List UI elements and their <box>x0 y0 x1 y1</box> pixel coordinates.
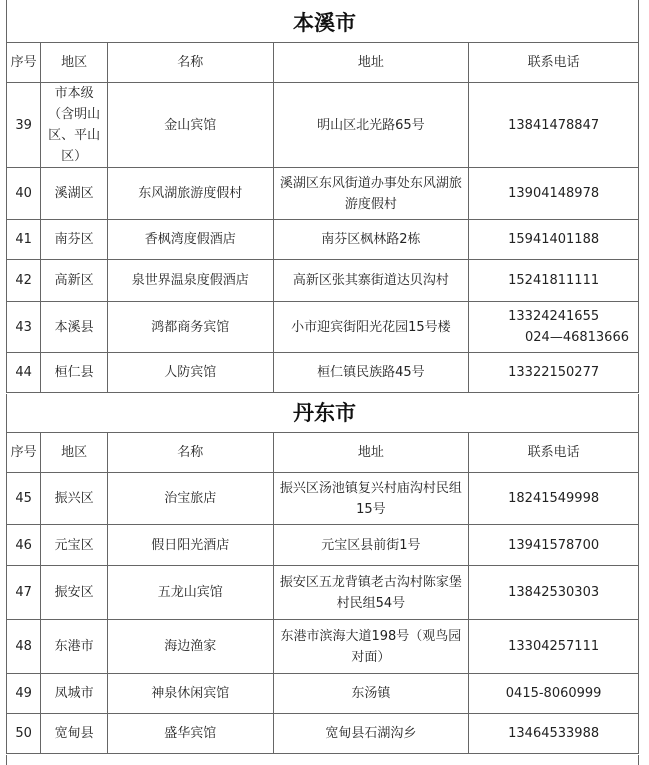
frame-line <box>638 755 639 765</box>
city-title-dandong: 丹东市 <box>293 401 356 425</box>
cell-name: 海边渔家 <box>107 620 273 674</box>
header-phone: 联系电话 <box>469 433 639 473</box>
table-row <box>7 674 639 714</box>
cell-address: 小市迎宾街阳光花园15号楼 <box>273 302 469 353</box>
phone-line-2: 024—46813666 <box>525 330 629 345</box>
table-row <box>7 83 639 168</box>
cell-address: 东港市滨海大道198号（观鸟园对面） <box>273 620 469 674</box>
table-header-row <box>7 433 639 473</box>
cell-phone: 0415-8060999 <box>469 674 639 714</box>
cell-phone: 18241549998 <box>469 473 639 525</box>
cell-address: 振兴区汤池镇复兴村庙沟村民组15号 <box>273 473 469 525</box>
cell-address: 振安区五龙背镇老古沟村陈家堡村民组54号 <box>273 566 469 620</box>
header-area: 地区 <box>41 433 108 473</box>
cell-area: 高新区 <box>41 260 108 302</box>
header-no: 序号 <box>7 43 41 83</box>
cell-phone <box>469 302 639 353</box>
cell-area: 元宝区 <box>41 525 108 566</box>
hotel-table-dandong <box>6 432 639 754</box>
cell-phone: 15941401188 <box>469 220 639 260</box>
table-row <box>7 473 639 525</box>
table-row <box>7 220 639 260</box>
cell-phone: 13941578700 <box>469 525 639 566</box>
cell-area: 溪湖区 <box>41 168 108 220</box>
cell-name: 治宝旅店 <box>107 473 273 525</box>
cell-name: 五龙山宾馆 <box>107 566 273 620</box>
cell-no: 44 <box>7 353 41 393</box>
cell-area: 振安区 <box>41 566 108 620</box>
cell-address: 元宝区县前街1号 <box>273 525 469 566</box>
cell-phone: 13464533988 <box>469 714 639 754</box>
header-no: 序号 <box>7 433 41 473</box>
cell-no: 39 <box>7 83 41 168</box>
cell-area: 东港市 <box>41 620 108 674</box>
cell-address: 溪湖区东风街道办事处东风湖旅游度假村 <box>273 168 469 220</box>
cell-phone: 13904148978 <box>469 168 639 220</box>
header-address: 地址 <box>273 43 469 83</box>
city-title-benxi: 本溪市 <box>293 11 356 35</box>
table-row <box>7 620 639 674</box>
header-name: 名称 <box>107 433 273 473</box>
table-row <box>7 168 639 220</box>
table-row <box>7 714 639 754</box>
header-name: 名称 <box>107 43 273 83</box>
cell-name: 东风湖旅游度假村 <box>107 168 273 220</box>
phone-line-1: 13324241655 <box>508 309 600 324</box>
cell-name: 泉世界温泉度假酒店 <box>107 260 273 302</box>
cell-address: 南芬区枫林路2栋 <box>273 220 469 260</box>
cell-no: 42 <box>7 260 41 302</box>
cell-name: 神泉休闲宾馆 <box>107 674 273 714</box>
table-row <box>7 566 639 620</box>
cell-phone: 13304257111 <box>469 620 639 674</box>
cell-area: 凤城市 <box>41 674 108 714</box>
cell-name: 鸿都商务宾馆 <box>107 302 273 353</box>
cell-address: 宽甸县石湖沟乡 <box>273 714 469 754</box>
cell-address: 东汤镇 <box>273 674 469 714</box>
cell-name: 香枫湾度假酒店 <box>107 220 273 260</box>
table-row <box>7 525 639 566</box>
cell-no: 50 <box>7 714 41 754</box>
cell-no: 47 <box>7 566 41 620</box>
cell-name: 盛华宾馆 <box>107 714 273 754</box>
cell-phone: 15241811111 <box>469 260 639 302</box>
cell-area: 本溪县 <box>41 302 108 353</box>
cell-area: 振兴区 <box>41 473 108 525</box>
table-row <box>7 302 639 353</box>
cell-area: 桓仁县 <box>41 353 108 393</box>
header-area: 地区 <box>41 43 108 83</box>
cell-no: 49 <box>7 674 41 714</box>
cell-no: 48 <box>7 620 41 674</box>
cell-name: 人防宾馆 <box>107 353 273 393</box>
cell-phone: 13842530303 <box>469 566 639 620</box>
cell-name: 假日阳光酒店 <box>107 525 273 566</box>
cell-area: 市本级（含明山区、平山区） <box>41 83 108 168</box>
cell-phone: 13322150277 <box>469 353 639 393</box>
table-row <box>7 353 639 393</box>
cell-address: 桓仁镇民族路45号 <box>273 353 469 393</box>
cell-area: 宽甸县 <box>41 714 108 754</box>
table-header-row <box>7 43 639 83</box>
header-phone: 联系电话 <box>469 43 639 83</box>
cell-name: 金山宾馆 <box>107 83 273 168</box>
cell-no: 41 <box>7 220 41 260</box>
cell-address: 高新区张其寨街道达贝沟村 <box>273 260 469 302</box>
hotel-table-benxi <box>6 42 639 393</box>
cell-area: 南芬区 <box>41 220 108 260</box>
header-address: 地址 <box>273 433 469 473</box>
cell-no: 45 <box>7 473 41 525</box>
cell-address: 明山区北光路65号 <box>273 83 469 168</box>
cell-no: 40 <box>7 168 41 220</box>
cell-no: 43 <box>7 302 41 353</box>
frame-line <box>6 755 7 765</box>
cell-phone: 13841478847 <box>469 83 639 168</box>
cell-no: 46 <box>7 525 41 566</box>
table-row <box>7 260 639 302</box>
